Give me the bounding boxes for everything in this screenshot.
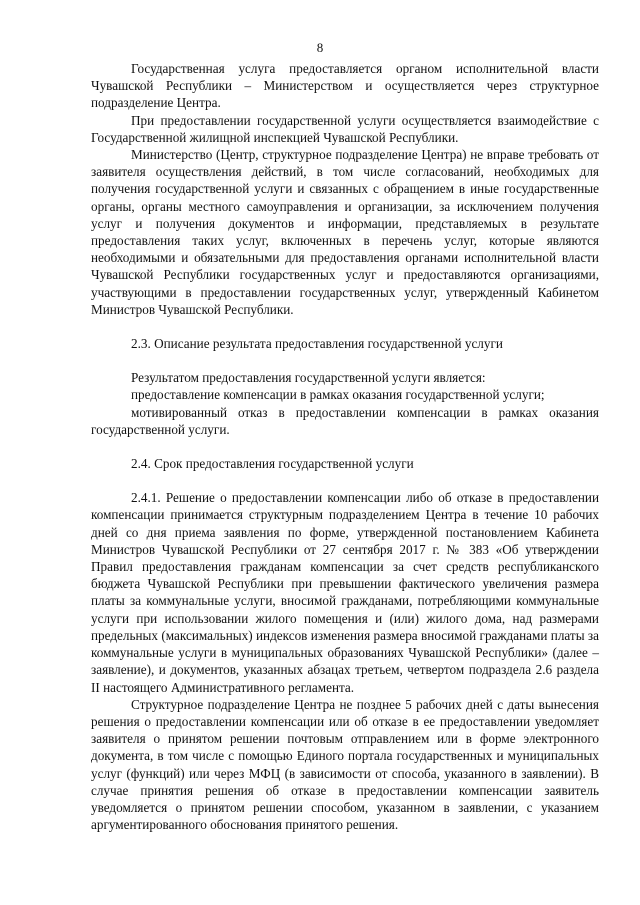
section-heading: 2.3. Описание результата предоставления государственной услуги (131, 336, 503, 352)
paragraph: 2.4.1. Решение о предоставлении компенсации либо об отказе в предоставлении компенсации принимается структурным подразделением Центра в течение 10 рабочих дней со дня приема заявления по форме, утвержденной постановлением Кабинета Министров Чувашской Республики от 27 сентября 2017 г. № 383 «Об утверждении Правил предоставления гражданам компенсации за счет средств республиканского бюджета Чувашской Республики при превышении фактического увеличения размера платы за коммунальные услуги, вносимой гражданами, потребляющими коммунальные услуги при использовании жилого помещения и (или) жилого дома, над размерами предельных (максимальных) индексов изменения размера вносимой гражданами платы за коммунальные услуги в муниципальных образованиях Чувашской Республики» (далее – заявление), и документов, указанных абзацах третьем, четвертом подраздела 2.6 раздела II настоящего Административного регламента. (91, 490, 599, 695)
page-number: 8 (316, 40, 324, 55)
spacer (91, 318, 599, 335)
spacer (91, 438, 599, 455)
section-heading: 2.4. Срок предоставления государственной услуги (131, 456, 414, 472)
document-body (91, 60, 599, 833)
spacer (91, 472, 599, 489)
paragraph: мотивированный отказ в предоставлении компенсации в рамках оказания государственной услуги. (91, 404, 599, 437)
paragraph: предоставление компенсации в рамках оказания государственной услуги; (131, 387, 545, 403)
paragraph: Структурное подразделение Центра не позднее 5 рабочих дней с даты вынесения решения о предоставлении компенсации или об отказе в ее предоставлении уведомляет заявителя о принятом решении почтовым отправлением или в форме электронного документа, в том числе с помощью Единого портала государственных и муниципальных услуг (функций) или через МФЦ (в зависимости от способа, указанного в заявлении). В случае принятия решения об отказе в предоставлении компенсации заявитель уведомляется о принятом решении способом, указанном в заявлении, с указанием аргументированного обоснования принятого решения. (91, 696, 599, 833)
paragraph: При предоставлении государственной услуги осуществляется взаимодействие с Государственной жилищной инспекцией Чувашской Республики. (91, 112, 599, 145)
paragraph: Результатом предоставления государственной услуги является: (131, 370, 486, 386)
paragraph: Государственная услуга предоставляется органом исполнительной власти Чувашской Республики – Министерством и осуществляется через структурное подразделение Центра. (91, 61, 599, 111)
paragraph: Министерство (Центр, структурное подразделение Центра) не вправе требовать от заявителя осуществления действий, в том числе согласований, необходимых для получения государственной услуги и связанных с обращением в иные государственные органы, органы местного самоуправления и организации, за исключением получения услуг и получения документов и информации, представляемых в результате предоставления таких услуг, включенных в перечень услуг, которые являются необходимыми и обязательными для предоставления органами исполнительной власти Чувашской Республики государственных услуг и предоставляются организациями, участвующими в предоставлении государственных услуг, утвержденный Кабинетом Министров Чувашской Республики. (91, 147, 599, 317)
spacer (91, 352, 599, 369)
